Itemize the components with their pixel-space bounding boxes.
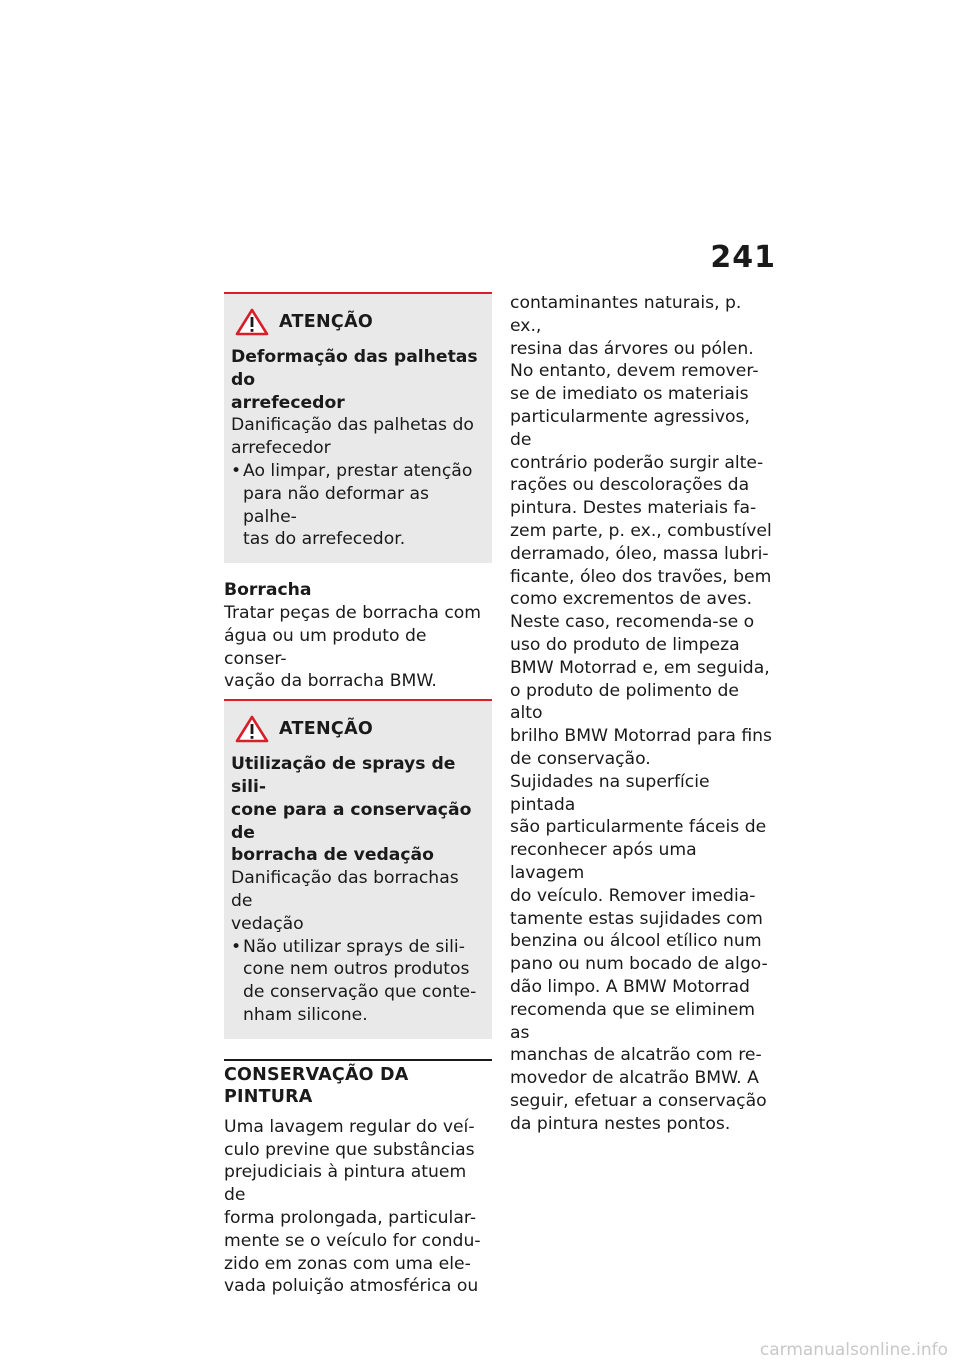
text-line: são particularmente fáceis de [510, 817, 767, 838]
text-line: vada poluição atmosférica ou [224, 1276, 479, 1297]
text-line: resina das árvores ou pólen. [510, 338, 754, 359]
text-line: derramado, óleo, massa lubri- [510, 543, 769, 564]
warning-triangle-icon [235, 308, 269, 336]
warning-title: ATENÇÃO [279, 311, 374, 332]
text-line: prejudiciais à pintura atuem de [224, 1162, 467, 1206]
text-line: mente se o veículo for condu- [224, 1230, 481, 1251]
text-line: contrário poderão surgir alte- [510, 452, 764, 473]
warning-header [231, 715, 484, 743]
warning-heading [231, 346, 484, 414]
warning-heading [231, 753, 484, 867]
text-line: cone nem outros produtos [243, 959, 470, 980]
rubber-heading: Borracha [224, 580, 312, 601]
text-line: o produto de polimento de alto [510, 680, 739, 724]
text-line: Danificação das borrachas de [231, 868, 459, 911]
page-number: 241 [710, 240, 776, 275]
text-line: do veículo. Remover imedia- [510, 885, 756, 906]
text-line: tas do arrefecedor. [243, 529, 406, 550]
text-line: Deformação das palhetas do [231, 347, 478, 390]
text-line: zem parte, p. ex., combustível [510, 520, 772, 541]
warning-consequence [231, 414, 484, 460]
text-line: zido em zonas com uma ele- [224, 1253, 471, 1274]
text-line: arrefecedor [231, 392, 345, 413]
warning-box-silicone [224, 699, 492, 1039]
text-line: • Não utilizar sprays de sili- [243, 936, 465, 957]
paint-text-right [510, 292, 776, 1135]
warning-consequence [231, 867, 484, 935]
text-line: pintura. Destes materiais fa- [510, 498, 757, 519]
text-line: ficante, óleo dos travões, bem [510, 566, 772, 587]
warning-bullet [231, 460, 484, 551]
text-line: vedação [231, 913, 304, 934]
text-line: culo previne que substâncias [224, 1139, 475, 1160]
text-line: manchas de alcatrão com re- [510, 1045, 762, 1066]
text-line: borracha de vedação [231, 845, 434, 866]
left-column [224, 292, 492, 1298]
text-line: movedor de alcatrão BMW. A [510, 1068, 759, 1089]
text-line: se de imediato os materiais [510, 384, 749, 405]
section-title-paint: CONSERVAÇÃO DA PINTURA [224, 1059, 492, 1108]
text-line: contaminantes naturais, p. ex., [510, 293, 742, 336]
text-line: reconhecer após uma lavagem [510, 840, 697, 883]
text-line: de conservação que conte- [243, 982, 477, 1003]
text-line: • Ao limpar, prestar atenção [243, 460, 473, 481]
text-line: dão limpo. A BMW Motorrad [510, 976, 750, 997]
text-line: cone para a conservação de [231, 799, 472, 843]
warning-box-radiator [224, 292, 492, 563]
text-line: de conservação. [510, 748, 651, 769]
text-line: seguir, efetuar a conservação [510, 1090, 767, 1111]
paint-text-left [224, 1116, 492, 1298]
text-line: BMW Motorrad e, em seguida, [510, 657, 770, 678]
text-line: Tratar peças de borracha com [224, 602, 482, 623]
text-line: Neste caso, recomenda-se o [510, 612, 755, 633]
text-line: benzina ou álcool etílico num [510, 931, 762, 952]
warning-header [231, 308, 484, 336]
text-line: forma prolongada, particular- [224, 1207, 477, 1228]
text-line: água ou um produto de conser- [224, 625, 427, 669]
text-line: rações ou descolorações da [510, 475, 750, 496]
text-line: Uma lavagem regular do veí- [224, 1116, 475, 1137]
text-line: particularmente agressivos, de [510, 406, 750, 450]
warning-bullet [231, 936, 484, 1027]
text-line: vação da borracha BMW. [224, 671, 437, 692]
watermark-text: carmanualsonline.info [759, 1340, 948, 1360]
text-line: pano ou num bocado de algo- [510, 954, 768, 975]
text-line: nham silicone. [243, 1004, 368, 1025]
text-line: para não deformar as palhe- [243, 483, 430, 527]
text-line: arrefecedor [231, 438, 331, 459]
text-line: No entanto, devem remover- [510, 361, 759, 382]
text-line: tamente estas sujidades com [510, 908, 763, 929]
warning-title: ATENÇÃO [279, 718, 374, 739]
text-line: da pintura nestes pontos. [510, 1113, 731, 1134]
warning-triangle-icon [235, 715, 269, 743]
text-line: Utilização de sprays de sili- [231, 754, 456, 797]
text-line: Sujidades na superfície pintada [510, 771, 710, 815]
text-line: uso do produto de limpeza [510, 634, 740, 655]
text-line: brilho BMW Motorrad para fins [510, 726, 772, 747]
right-column [510, 292, 776, 1135]
text-line: como excrementos de aves. [510, 589, 753, 610]
text-line: Danificação das palhetas do [231, 415, 474, 436]
text-line: recomenda que se eliminem as [510, 999, 756, 1043]
rubber-section [224, 579, 492, 693]
